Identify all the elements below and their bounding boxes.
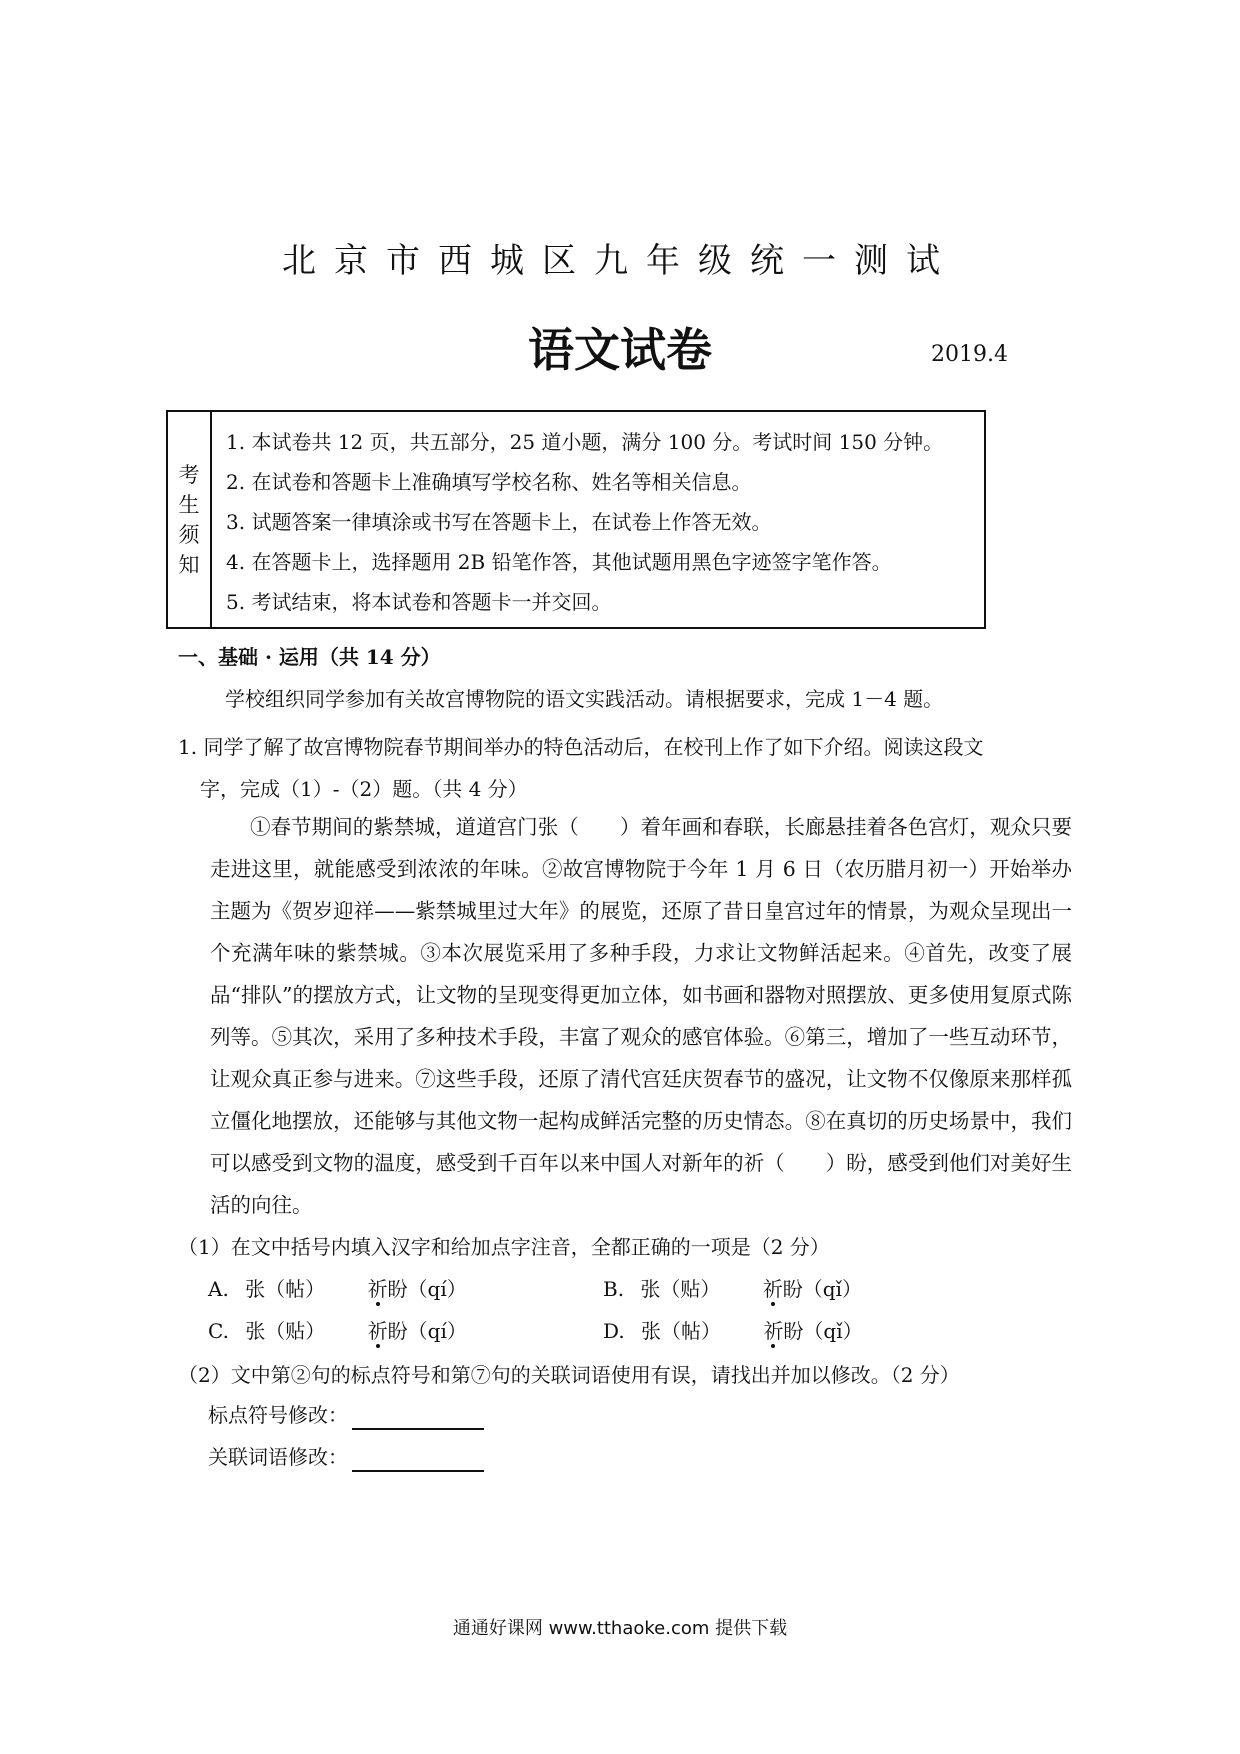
- dotted-char: 祈: [367, 1319, 388, 1343]
- fill-label: 关联词语修改：: [208, 1445, 348, 1469]
- question-1-stem: [178, 726, 1078, 810]
- notice-label-char: 生: [178, 492, 200, 517]
- option-letter: B.: [603, 1277, 625, 1301]
- fill-label: 标点符号修改：: [208, 1403, 348, 1427]
- notice-label-char: 知: [178, 552, 200, 577]
- page-footer: 通通好课网 www.tthaoke.com 提供下载: [452, 1618, 788, 1639]
- answer-blank[interactable]: [352, 1448, 484, 1472]
- option-char: 张（帖）: [641, 1319, 722, 1343]
- dotted-char: 祈: [762, 1277, 783, 1301]
- dotted-char: 祈: [367, 1277, 388, 1301]
- notice-item: 5. 考试结束，将本试卷和答题卡一并交回。: [226, 590, 612, 614]
- option-word: 盼（qǐ）: [783, 1319, 863, 1343]
- option-letter: D.: [603, 1319, 625, 1343]
- fill-row-conjunction: [208, 1442, 484, 1472]
- option-d[interactable]: [603, 1316, 863, 1346]
- answer-blank[interactable]: [352, 1406, 484, 1430]
- reading-passage: ①春节期间的紫禁城，道道宫门张（ ）着年画和春联，长廊悬挂着各色宫灯，观众只要走进这里，就能感受到浓浓的年味。②故宫博物院于今年 1 月 6 日（农历腊月初一）开始举办主题为《贺岁迎祥——紫禁城里过大年》的展览，还原了昔日皇宫过年的情景，为观众呈现出一个充满年味的紫禁城。③本次展览采用了多种手段，力求让文物鲜活起来。④首先，改变了展品“排队”的摆放方式，让文物的呈现变得更加立体，如书画和器物对照摆放、更多使用复原式陈列等。⑤其次，采用了多种技术手段，丰富了观众的感官体验。⑥第三，增加了一些互动环节，让观众真正参与进来。⑦这些手段，还原了清代宫廷庆贺春节的盛况，让文物不仅像原来那样孤立僵化地摆放，还能够与其他文物一起构成鲜活完整的历史情态。⑧在真切的历史场景中，我们可以感受到文物的温度，感受到千百年以来中国人对新年的祈（ ）盼，感受到他们对美好生活的向往。: [210, 815, 1072, 1217]
- notice-item: 4. 在答题卡上，选择题用 2B 铅笔作答，其他试题用黑色字迹签字笔作答。: [226, 550, 892, 574]
- option-letter: C.: [208, 1319, 229, 1343]
- dotted-char: 祈: [763, 1319, 784, 1343]
- exam-title-line1: 北京市西城区九年级统一测试: [282, 241, 958, 281]
- exam-date: 2019.4: [931, 342, 1008, 367]
- sub-question-2-prompt: （2）文中第②句的标点符号和第⑦句的关联词语使用有误，请找出并加以修改。（2 分）: [178, 1363, 960, 1387]
- sub-question-1-prompt: （1）在文中括号内填入汉字和给加点字注音，全都正确的一项是（2 分）: [178, 1235, 830, 1259]
- option-word: 盼（qí）: [387, 1277, 467, 1301]
- notice-label-char: 须: [178, 522, 200, 547]
- option-char: 张（贴）: [640, 1277, 721, 1301]
- option-char: 张（贴）: [245, 1319, 326, 1343]
- option-word: 盼（qǐ）: [782, 1277, 862, 1301]
- notice-box: [166, 410, 986, 629]
- fill-row-punctuation: [208, 1400, 484, 1430]
- notice-item: 2. 在试卷和答题卡上准确填写学校名称、姓名等相关信息。: [226, 470, 752, 494]
- option-c[interactable]: [208, 1316, 467, 1346]
- option-a[interactable]: [208, 1274, 467, 1304]
- notice-item: 1. 本试卷共 12 页，共五部分，25 道小题，满分 100 分。考试时间 150 分钟。: [226, 430, 944, 454]
- option-char: 张（帖）: [245, 1277, 326, 1301]
- question-1-line: 字，完成（1）-（2）题。（共 4 分）: [200, 777, 528, 801]
- section-intro: 学校组织同学参加有关故宫博物院的语文实践活动。请根据要求，完成 1－4 题。: [225, 687, 944, 711]
- notice-item: 3. 试题答案一律填涂或书写在答题卡上，在试卷上作答无效。: [226, 510, 772, 534]
- option-b[interactable]: [603, 1274, 862, 1304]
- notice-list: [226, 422, 943, 622]
- section-heading: 一、基础 · 运用（共 14 分）: [178, 645, 441, 669]
- notice-label: [168, 412, 212, 627]
- option-word: 盼（qí）: [387, 1319, 467, 1343]
- exam-title-line2: 语文试卷: [528, 323, 712, 377]
- notice-label-char: 考: [178, 462, 200, 487]
- question-1-line: 1. 同学了解了故宫博物院春节期间举办的特色活动后，在校刊上作了如下介绍。阅读这段文: [178, 735, 984, 759]
- option-letter: A.: [208, 1277, 229, 1301]
